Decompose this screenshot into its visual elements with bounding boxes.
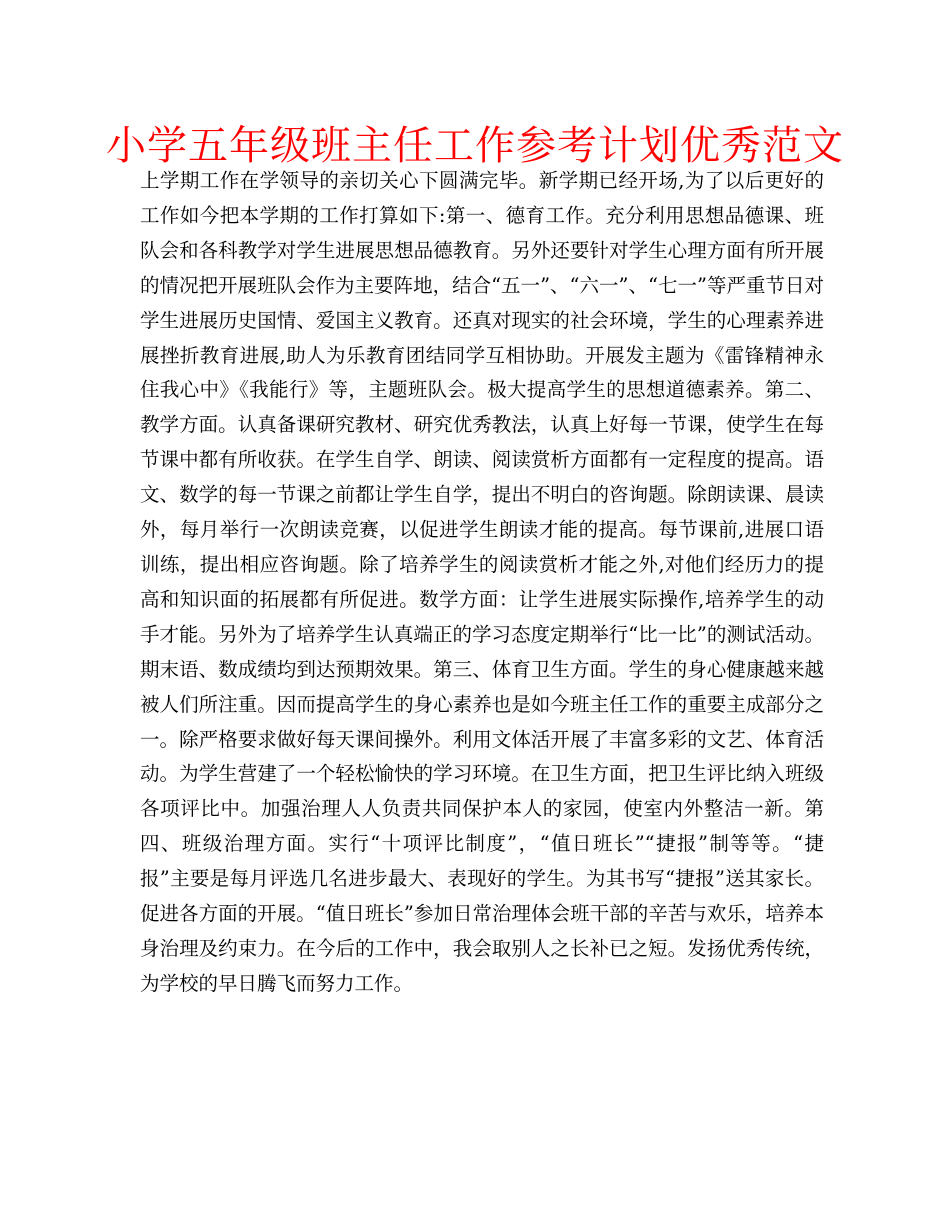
- document-body-paragraph: 上学期工作在学领导的亲切关心下圆满完毕。新学期已经开场,为了以后更好的工作如今把本学期的工作打算如下:第一、德育工作。充分利用思想品德课、班队会和各科教学对学生进展思想品德教育。另外还要针对学生心理方面有所开展的情况把开展班队会作为主要阵地，结合“五一”、“六一”、“七一”等严重节日对学生进展历史国情、爱国主义教育。还真对现实的社会环境，学生的心理素养进展挫折教育进展,助人为乐教育团结同学互相协助。开展发主题为《雷锋精神永住我心中》《我能行》等，主题班队会。极大提高学生的思想道德素养。第二、教学方面。认真备课研究教材、研究优秀教法，认真上好每一节课，使学生在每节课中都有所收获。在学生自学、朗读、阅读赏析方面都有一定程度的提高。语文、数学的每一节课之前都让学生自学，提出不明白的咨询题。除朗读课、晨读外，每月举行一次朗读竞赛，以促进学生朗读才能的提高。每节课前,进展口语训练，提出相应咨询题。除了培养学生的阅读赏析才能之外,对他们经历力的提高和知识面的拓展都有所促进。数学方面：让学生进展实际操作,培养学生的动手才能。另外为了培养学生认真端正的学习态度定期举行“比一比”的测试活动。期末语、数成绩均到达预期效果。第三、体育卫生方面。学生的身心健康越来越被人们所注重。因而提高学生的身心素养也是如今班主任工作的重要主成部分之一。除严格要求做好每天课间操外。利用文体活开展了丰富多彩的文艺、体育活动。为学生营建了一个轻松愉快的学习环境。在卫生方面，把卫生评比纳入班级各项评比中。加强治理人人负责共同保护本人的家园，使室内外整洁一新。第四、班级治理方面。实行“十项评比制度”，“值日班长”“捷报”制等等。“捷报”主要是每月评选几名进步最大、表现好的学生。为其书写“捷报”送其家长。促进各方面的开展。“值日班长”参加日常治理体会班干部的辛苦与欢乐，培养本身治理及约束力。在今后的工作中，我会取别人之长补已之短。发扬优秀传统，为学校的早日腾飞而努力工作。: [140, 169, 824, 995]
- document-title: 小学五年级班主任工作参考计划优秀范文: [106, 123, 844, 169]
